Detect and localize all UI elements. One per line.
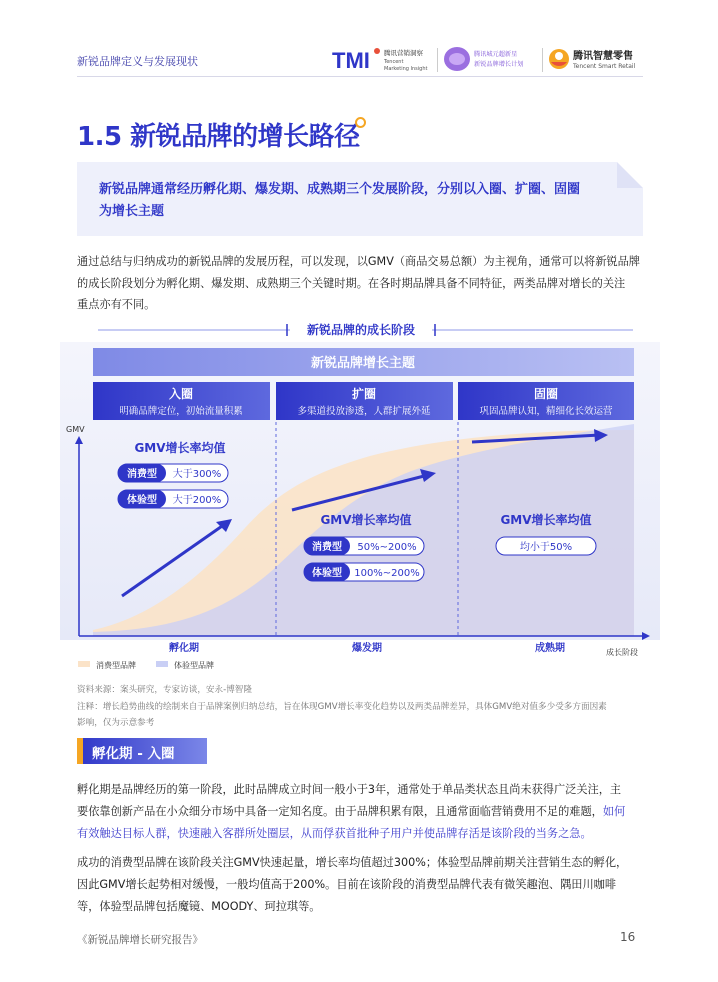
paragraph-line: 成功的消费型品牌在该阶段关注GMV快速起量，增长率均值超过300%；体验型品牌前期关注营销生态的孵化， <box>77 856 628 869</box>
stat-tag: 消费型 <box>312 542 342 553</box>
legend-label: 体验型品牌 <box>174 661 214 670</box>
note-line: 影响，仅为示意参考 <box>77 718 155 728</box>
stat-pill-experience <box>304 563 424 581</box>
tsr-logo-cn: 腾讯智慧零售 <box>573 51 633 62</box>
stat-pill-consumer <box>304 537 424 555</box>
callout-box <box>77 162 643 236</box>
logo-divider <box>437 48 438 72</box>
stat-pill-consumer <box>118 464 228 482</box>
legend-swatch-consumer <box>78 661 90 667</box>
note-line: 注释：增长趋势曲线的绘制来自于品牌案例归纳总结，旨在体现GMV增长率变化趋势以及两类品牌差异，具体GMV绝对值多少受多方面因素 <box>77 701 607 712</box>
stat-heading: GMV增长率均值 <box>320 513 412 527</box>
body-paragraph-1 <box>77 779 643 845</box>
stat-value: 大于200% <box>172 495 222 506</box>
stat-value: 大于300% <box>172 469 222 480</box>
y-axis-label: GMV <box>66 425 85 434</box>
period-label: 爆发期 <box>352 643 382 654</box>
logo-divider <box>542 48 543 72</box>
folded-corner <box>617 162 643 188</box>
highlighted-text: 有效触达目标人群，快速融入客群所处圈层，从而俘获首批种子用户并使品牌存活是该阶段的当务之急。 <box>77 827 592 840</box>
title-decoration-dot <box>355 117 366 128</box>
stat-value: 均小于50% <box>519 542 573 553</box>
paragraph-line <box>77 801 643 823</box>
footer-report-title: 《新锐品牌增长研究报告》 <box>77 934 203 946</box>
period-label: 孵化期 <box>169 643 199 654</box>
intro-line: 的成长阶段划分为孵化期、爆发期、成熟期三个关键时期。在各时期品牌具备不同特征，两类品牌对增长的关注 <box>77 276 626 290</box>
subsection-heading-accent <box>77 738 83 764</box>
highlighted-text: 如何 <box>602 805 626 818</box>
stat-tag: 消费型 <box>127 469 157 480</box>
paragraph-line: 孵化期是品牌经历的第一阶段，此时品牌成立时间一般小于3年，通常处于单品类状态且尚未获得广泛关注，主 <box>77 783 622 796</box>
paragraph-text: 要依靠创新产品在小众细分市场中具备一定知名度。由于品牌积累有限，且通常面临营销费用不足的难题， <box>77 805 603 818</box>
callout-text <box>99 179 619 223</box>
diagram-title: 新锐品牌的成长阶段 <box>306 323 416 337</box>
period-label: 成熟期 <box>535 643 565 654</box>
legend <box>78 660 214 670</box>
growth-stage-diagram <box>60 318 660 680</box>
paragraph-line: 因此GMV增长起势相对缓慢，一般均值高于200%。目前在该阶段的消费型品牌代表有微笑趣泡、隅田川咖啡 <box>77 878 617 891</box>
tmi-logo-cn: 腾讯营销洞察 <box>384 49 423 57</box>
source-note <box>77 682 643 732</box>
supernova-logo <box>444 44 540 78</box>
paragraph-line: 等，体验型品牌包括魔镜、MOODY、珂拉琪等。 <box>77 900 321 913</box>
stat-tag: 体验型 <box>312 568 342 579</box>
stage-name: 固圈 <box>533 387 559 401</box>
stage-box-2 <box>276 382 453 420</box>
stage-desc: 明确品牌定位，初始流量积累 <box>119 406 243 417</box>
intro-line: 通过总结与归纳成功的新锐品牌的发展历程，可以发现，以GMV（商品交易总额）为主视角，通常可以将新锐品牌 <box>77 255 640 268</box>
tmi-logo-en1: Tencent <box>384 59 404 65</box>
stage-name: 扩圈 <box>351 387 377 401</box>
x-axis-label: 成长阶段 <box>606 648 638 657</box>
tsr-logo-en: Tencent Smart Retail <box>573 63 636 70</box>
source-line: 资料来源：案头研究，专家访谈，安永-博智隆 <box>77 685 252 695</box>
supernova-logo-line2: 新锐品牌增长计划 <box>474 61 524 68</box>
stat-tag: 体验型 <box>127 495 157 506</box>
stat-heading: GMV增长率均值 <box>134 441 226 455</box>
intro-paragraph <box>77 251 643 316</box>
intro-line: 重点亦有不同。 <box>77 298 156 311</box>
legend-label: 消费型品牌 <box>96 661 136 670</box>
supernova-logo-line1: 腾讯城元超新星 <box>474 51 518 58</box>
body-paragraph-2 <box>77 852 643 918</box>
theme-banner-text: 新锐品牌增长主题 <box>310 356 416 371</box>
section-title: 1.5 新锐品牌的增长路径 <box>77 122 360 152</box>
stage-box-3 <box>458 382 634 420</box>
callout-line: 新锐品牌通常经历孵化期、爆发期、成熟期三个发展阶段，分别以入圈、扩圈、固圈 <box>99 182 581 197</box>
stat-value: 50%~200% <box>357 542 417 553</box>
stat-heading: GMV增长率均值 <box>500 513 592 527</box>
stage-name: 入圈 <box>168 387 194 401</box>
subsection-heading: 孵化期 - 入圈 <box>92 746 175 762</box>
stage-desc: 多渠道投放渗透，人群扩展外延 <box>297 406 431 417</box>
stage-box-1 <box>93 382 270 420</box>
callout-line: 为增长主题 <box>99 204 165 219</box>
stat-pill-experience <box>118 490 228 508</box>
stage-desc: 巩固品牌认知，精细化长效运营 <box>479 406 613 417</box>
header-title: 新锐品牌定义与发展现状 <box>77 55 198 68</box>
page-number: 16 <box>620 930 636 944</box>
tencent-smart-retail-logo <box>548 44 648 78</box>
tmi-logo-mark: TMI <box>332 48 370 73</box>
tmi-logo <box>332 46 432 78</box>
legend-swatch-experience <box>156 661 168 667</box>
stat-value: 100%~200% <box>354 568 420 579</box>
header-divider <box>77 76 643 77</box>
stat-pill-all <box>496 537 596 555</box>
tmi-logo-en2: Marketing Insight <box>384 66 428 72</box>
